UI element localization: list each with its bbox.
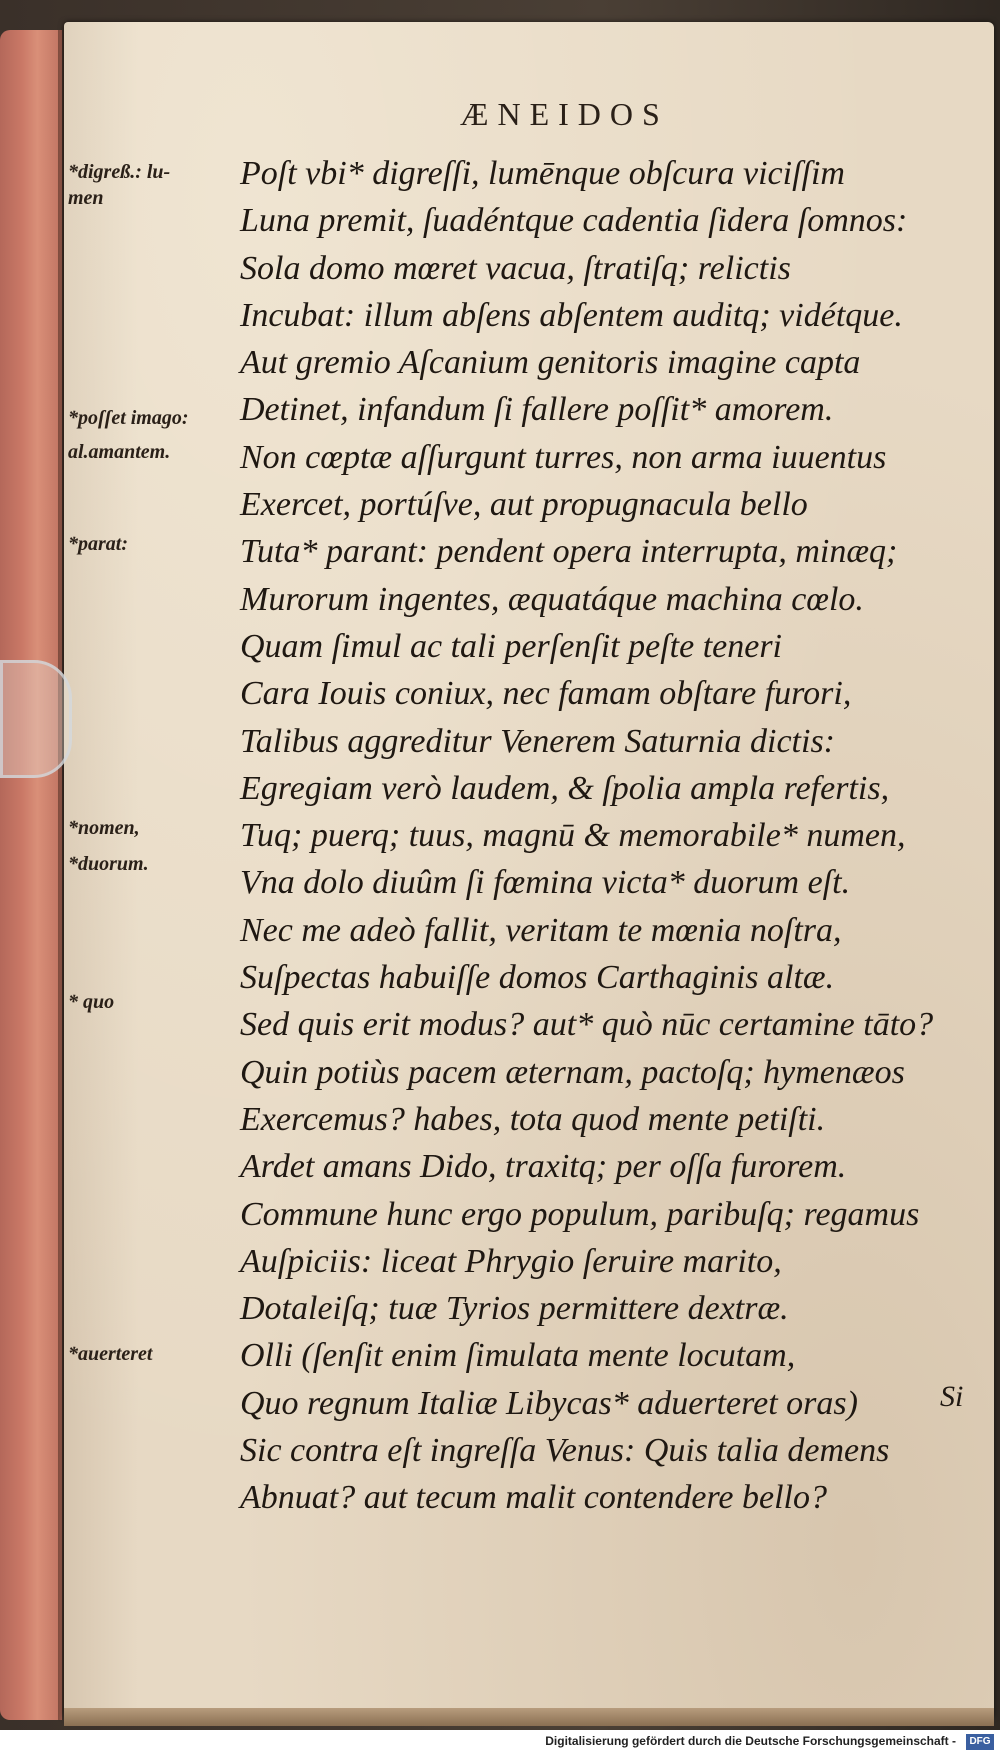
digitization-credit: Digitalisierung gefördert durch die Deutsche Forschungsgemeinschaft - xyxy=(545,1734,956,1748)
book-clasp xyxy=(0,660,72,778)
margin-note-posset-imago: *poſſet imago: xyxy=(68,407,189,429)
verse-line: Egregiam verò laudem, & ſpolia ampla refertis, xyxy=(240,769,890,807)
verse-line: Vna dolo diuûm ſi fœmina victa* duorum eſt. xyxy=(240,864,851,902)
page-bottom-edge xyxy=(64,1708,994,1726)
book-fore-edge xyxy=(0,30,62,1720)
verse-line: Commune hunc ergo populum, paribuſq; regamus xyxy=(240,1195,920,1233)
verse-line: Sed quis erit modus? aut* quò nūc certamine tāto? xyxy=(240,1006,934,1044)
margin-note-quo: * quo xyxy=(68,991,115,1013)
verse-text-block xyxy=(240,150,960,1522)
verse-line: Quin potiùs pacem æternam, pactoſq; hymenæos xyxy=(240,1053,905,1091)
dfg-logo: DFG xyxy=(966,1734,994,1750)
verse-line: Aut gremio Aſcanium genitoris imagine capta xyxy=(240,344,861,382)
catchword: Si xyxy=(940,1380,964,1413)
verse-line: Talibus aggreditur Venerem Saturnia dictis: xyxy=(240,722,835,760)
verse-line: Suſpectas habuiſſe domos Carthaginis altæ. xyxy=(240,959,835,997)
show-through-ghost xyxy=(915,112,955,134)
margin-note-digressi: *digreß.: lu- xyxy=(68,161,171,183)
verse-line: Cara Iouis coniux, nec famam obſtare furori, xyxy=(240,675,852,713)
verse-line: Exercemus? habes, tota quod mente petiſti. xyxy=(240,1100,826,1138)
margin-note-lumen: men xyxy=(68,187,104,209)
verse-line: Abnuat? aut tecum malit contendere bello? xyxy=(240,1479,827,1517)
verse-line: Poſt vbi* digreſſi, lumēnque obſcura viciſſim xyxy=(240,155,845,192)
verse-line: Incubat: illum abſens abſentem auditq; vidétque. xyxy=(240,296,903,334)
verse-line: Tuq; puerq; tuus, magnū & memorabile* numen, xyxy=(240,817,906,855)
verse-line: Non cœptæ aſſurgunt turres, non arma iuuentus xyxy=(240,438,887,476)
verse-line: Sic contra eſt ingreſſa Venus: Quis talia demens xyxy=(240,1432,890,1470)
verse-line: Exercet, portúſve, aut propugnacula bello xyxy=(240,486,808,524)
margin-note-nomen: *nomen, xyxy=(68,817,140,839)
verse-line: Dotaleiſq; tuæ Tyrios permittere dextræ. xyxy=(240,1290,789,1328)
verse-line: Sola domo mœret vacua, ſtratiſq; relictis xyxy=(240,249,791,287)
verse-line: Tuta* parant: pendent opera interrupta, minæq; xyxy=(240,533,898,571)
verse-line: Olli (ſenſit enim ſimulata mente locutam, xyxy=(240,1337,796,1375)
margin-note-duorum: *duorum. xyxy=(68,853,149,875)
verse-line: Quo regnum Italiæ Libycas* aduerteret oras) xyxy=(240,1384,858,1422)
verse-line: Nec me adeò fallit, veritam te mœnia noſtra, xyxy=(240,911,842,949)
verse-line: Auſpiciis: liceat Phrygio ſeruire marito, xyxy=(240,1242,782,1280)
verse-line: Murorum ingentes, æquatáque machina cœlo. xyxy=(240,580,864,618)
verse-line: Quam ſimul ac tali perſenſit peſte teneri xyxy=(240,627,783,665)
margin-note-al-amantem: al.amantem. xyxy=(68,441,171,463)
verse-line: Detinet, infandum ſi fallere poſſit* amorem. xyxy=(240,391,834,429)
running-head: ÆNEIDOS xyxy=(460,96,669,132)
margin-note-auerteret: *auerteret xyxy=(68,1343,153,1365)
margin-note-parat: *parat: xyxy=(68,533,128,555)
verse-line: Luna premit, ſuadéntque cadentia ſidera ſomnos: xyxy=(240,202,908,240)
verse-line: Ardet amans Dido, traxitq; per oſſa furorem. xyxy=(240,1148,847,1186)
